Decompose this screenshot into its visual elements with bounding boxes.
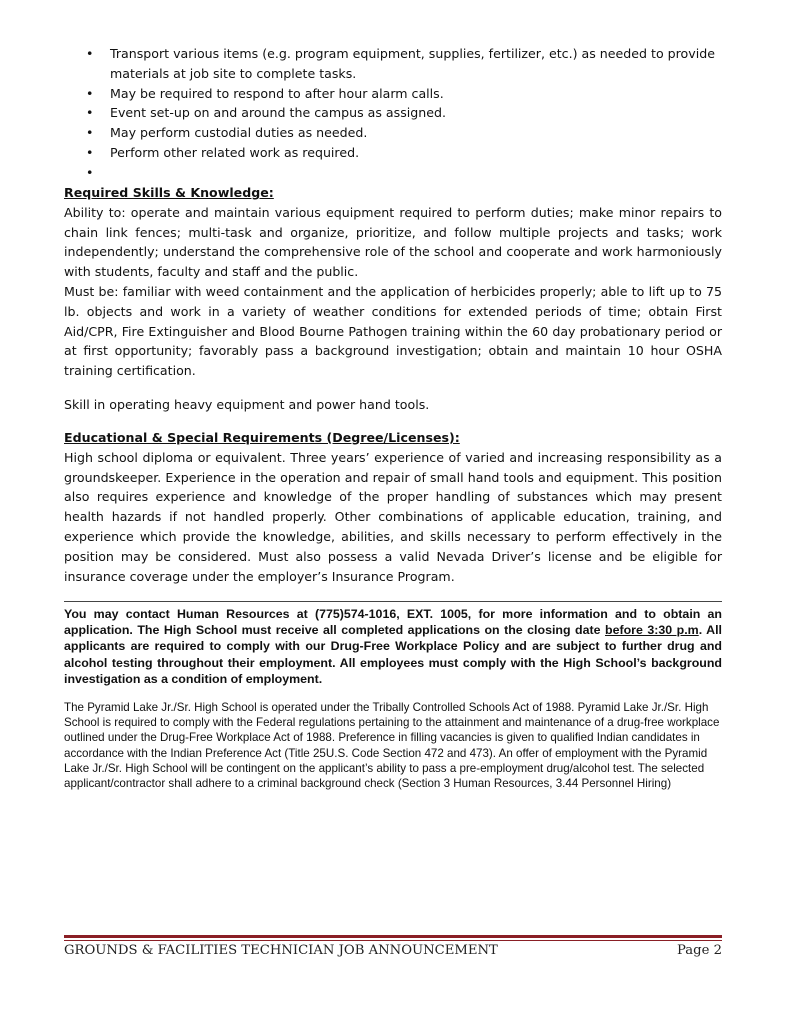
bullet-text: Perform other related work as required. (110, 144, 360, 160)
skill-in-paragraph: Skill in operating heavy equipment and power hand tools. (64, 397, 430, 412)
education-heading: Educational & Special Requirements (Degree/Licenses): (64, 430, 460, 445)
duties-bullet-list (64, 44, 724, 183)
page-number: Page 2 (677, 943, 722, 958)
bullet-text: May be required to respond to after hour alarm calls. (110, 85, 444, 101)
bullet-icon: • (86, 105, 94, 121)
notice-text-1: You may contact Human Resources at (775)574-1016, EXT. 1005, for more information and to obtain an application. The High School must receive all completed applications on the closing date (64, 607, 722, 638)
bullet-icon: • (86, 85, 94, 101)
bullet-icon: • (86, 164, 94, 180)
required-skills-section (64, 183, 722, 381)
bullet-text: Event set-up on and around the campus as assigned. (110, 105, 446, 121)
bullet-text (110, 165, 114, 180)
footer-divider-thin (64, 940, 722, 941)
page-footer (64, 943, 722, 963)
must-be-paragraph: Must be: familiar with weed containment and the application of herbicides properly; able to lift up to 75 lb. objects and work in a variety of weather conditions for extended periods of time; obtain First Aid/CPR, Fire Extinguisher and Blood Bourne Pathogen training within the 60 day probationary period or at first opportunity; favorably pass a background investigation; obtain and maintain 10 hour OSHA training certification. (64, 283, 722, 379)
skills-heading: Required Skills & Knowledge: (64, 185, 274, 200)
bullet-icon: • (86, 125, 94, 141)
list-item (64, 103, 724, 123)
hr-contact-notice (64, 606, 722, 687)
list-item (64, 84, 724, 104)
section-divider (64, 601, 722, 602)
notice-text-2: . All applicants are required to comply with our Drug-Free Workplace Policy and are subject to further drug and alcohol testing throughout their employment. All employees must comply with the High School’s background investigation as a condition of employment. (64, 623, 722, 686)
education-section (64, 428, 722, 586)
list-item (64, 143, 724, 163)
list-item (64, 163, 724, 183)
bullet-text: Transport various items (e.g. program equipment, supplies, fertilizer, etc.) as needed to provide materials at job site to complete tasks. (110, 46, 715, 81)
legal-disclaimer: The Pyramid Lake Jr./Sr. High School is operated under the Tribally Controlled Schools Act of 1988. Pyramid Lake Jr./Sr. High School is required to comply with the Federal regulations pertaining to the attainment and maintenance of a drug-free workplace outlined under the Drug-Free Workplace Act of 1988. Preference in filling vacancies is given to qualified Indian candidates in accordance with the Indian Preference Act (Title 25U.S. Code Section 472 and 473). An offer of employment with the Pyramid Lake Jr./Sr. High School will be contingent on the applicant’s ability to pass a pre-employment drug/alcohol test. The selected applicant/contractor shall adhere to a criminal background check (Section 3 Human Resources, 3.44 Personnel Hiring) (64, 701, 720, 791)
list-item (64, 123, 724, 143)
bullet-icon: • (86, 46, 94, 61)
footer-divider-thick (64, 935, 722, 938)
ability-paragraph: Ability to: operate and maintain various equipment required to perform duties; make minor repairs to chain link fences; multi-task and organize, prioritize, and follow multiple projects and tasks; work independently; understand the comprehensive role of the school and cooperate and work harmoniously with students, faculty and staff and the public. (64, 204, 722, 280)
education-paragraph: High school diploma or equivalent. Three years’ experience of varied and increasing responsibility as a groundskeeper. Experience in the operation and repair of small hand tools and equipment. This position also requires experience and knowledge of the proper handling of substances which may present health hazards if not handled properly. Other combinations of applicable education, training, and experience which provide the knowledge, abilities, and skills necessary to perform effectively in the position may be considered. Must also possess a valid Nevada Driver’s license and be eligible for insurance coverage under the employer’s Insurance Program. (64, 449, 722, 584)
bullet-text: May perform custodial duties as needed. (110, 125, 368, 141)
bullet-icon: • (86, 144, 94, 160)
footer-title: GROUNDS & FACILITIES TECHNICIAN JOB ANNOUNCEMENT (64, 943, 498, 958)
list-item (64, 44, 724, 84)
deadline-time: before 3:30 p.m (605, 623, 699, 638)
